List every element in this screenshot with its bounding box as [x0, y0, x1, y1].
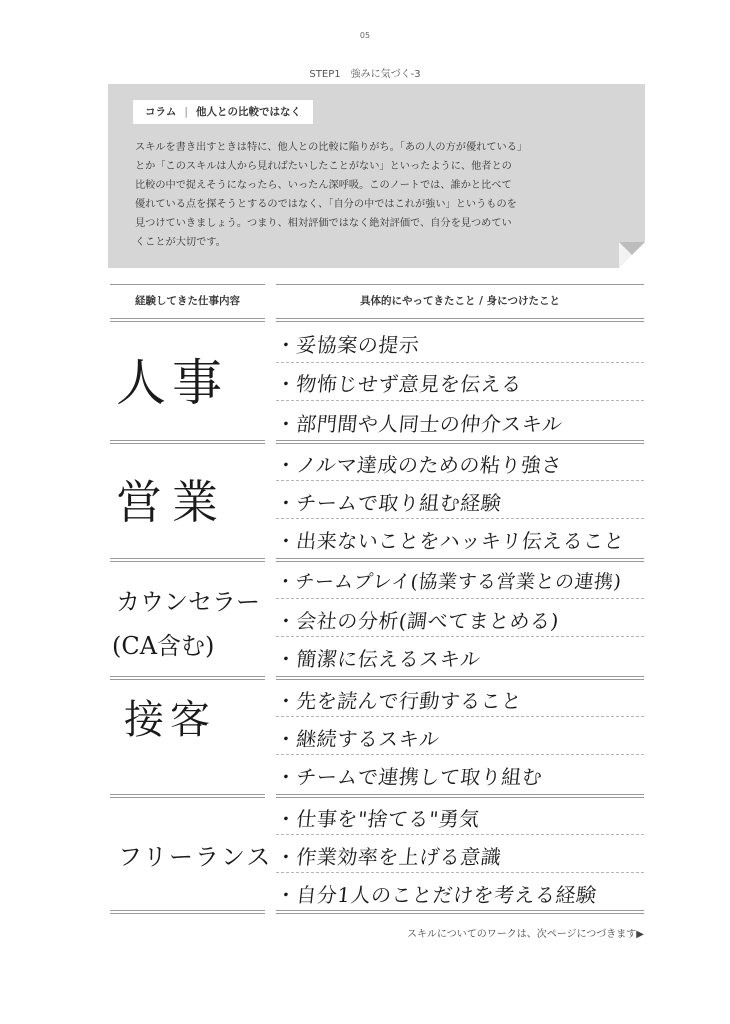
skill-item: ・自分1人のことだけを考える経験	[274, 883, 598, 907]
header-top-rule-right	[276, 284, 644, 285]
job-name: カウンセラー	[116, 588, 260, 616]
skill-item: ・妥協案の提示	[274, 333, 421, 357]
skill-item: ・仕事を"捨てる"勇気	[274, 807, 482, 831]
page-number: 05	[359, 31, 371, 40]
skill-item: ・チームで取り組む経験	[274, 491, 503, 515]
row-divider-left	[110, 910, 265, 914]
writing-line	[276, 636, 644, 637]
column-line: 優れている点を探そうとするのではなく、「自分の中ではこれが強い」というものを	[135, 199, 517, 210]
skill-item: ・部門間や人同士の仲介スキル	[274, 412, 564, 436]
skill-item: ・会社の分析(調べてまとめる)	[274, 609, 561, 633]
column-line: とか「このスキルは人から見ればたいしたことがない」といったように、他者との	[135, 161, 512, 172]
row-divider-right	[276, 794, 644, 798]
skill-item: ・簡潔に伝えるスキル	[274, 647, 482, 671]
header-top-rule-left	[110, 284, 265, 285]
column-box	[108, 84, 645, 268]
column-title	[133, 100, 313, 124]
row-divider-right	[276, 676, 644, 680]
skill-item: ・作業効率を上げる意識	[274, 845, 503, 869]
writing-line	[276, 480, 644, 481]
writing-line	[276, 834, 644, 835]
writing-line	[276, 754, 644, 755]
row-divider-right	[276, 440, 644, 444]
column-body	[135, 138, 621, 252]
row-divider-left	[110, 676, 265, 680]
column-line: 見つけていきましょう。つまり、相対評価ではなく絶対評価で、自分を見つめてい	[135, 218, 512, 229]
skill-item: ・チームで連携して取り組む	[274, 765, 544, 789]
header-job-content: 経験してきた仕事内容	[135, 295, 240, 307]
job-name: フリーランス	[118, 843, 273, 871]
writing-line	[276, 872, 644, 873]
column-line: スキルを書き出すときは特に、他人との比較に陥りがち。「あの人の方が優れている」	[135, 142, 528, 153]
writing-line	[276, 400, 644, 401]
skill-item: ・物怖じせず意見を伝える	[274, 372, 524, 396]
skill-item: ・ノルマ達成のための粘り強さ	[274, 453, 564, 477]
continue-note: スキルについてのワークは、次ページにつづきます▶	[407, 929, 644, 940]
page-fold-corner	[619, 242, 645, 268]
row-divider-right	[276, 558, 644, 562]
header-concrete-skills: 具体的にやってきたこと / 身につけたこと	[360, 295, 560, 307]
row-divider-right	[276, 910, 644, 914]
column-line: 比較の中で捉えそうになったら、いったん深呼吸。このノートでは、誰かと比べて	[135, 180, 512, 191]
row-divider-right	[276, 318, 644, 322]
row-divider-left	[110, 558, 265, 562]
job-name: 接客	[124, 697, 216, 743]
column-line: くことが大切です。	[135, 237, 226, 248]
row-divider-left	[110, 440, 265, 444]
column-title-separator: |	[184, 106, 188, 118]
skill-item: ・出来ないことをハッキリ伝えること	[274, 529, 626, 553]
writing-line	[276, 518, 644, 519]
step-label: STEP1 強みに気づく-3	[309, 69, 421, 80]
skill-item: ・先を読んで行動すること	[274, 689, 524, 713]
job-name: 営業	[116, 475, 228, 529]
skill-item: ・継続するスキル	[274, 727, 441, 751]
skill-item: ・チームプレイ(協業する営業との連携)	[274, 571, 623, 593]
writing-line	[276, 716, 644, 717]
row-divider-left	[110, 318, 265, 322]
column-label: コラム	[145, 106, 177, 118]
job-name: 人事	[116, 354, 228, 412]
job-name: (CA含む)	[112, 632, 215, 660]
column-title-text: 他人との比較ではなく	[195, 106, 301, 118]
row-divider-left	[110, 794, 265, 798]
writing-line	[276, 362, 644, 363]
writing-line	[276, 598, 644, 599]
